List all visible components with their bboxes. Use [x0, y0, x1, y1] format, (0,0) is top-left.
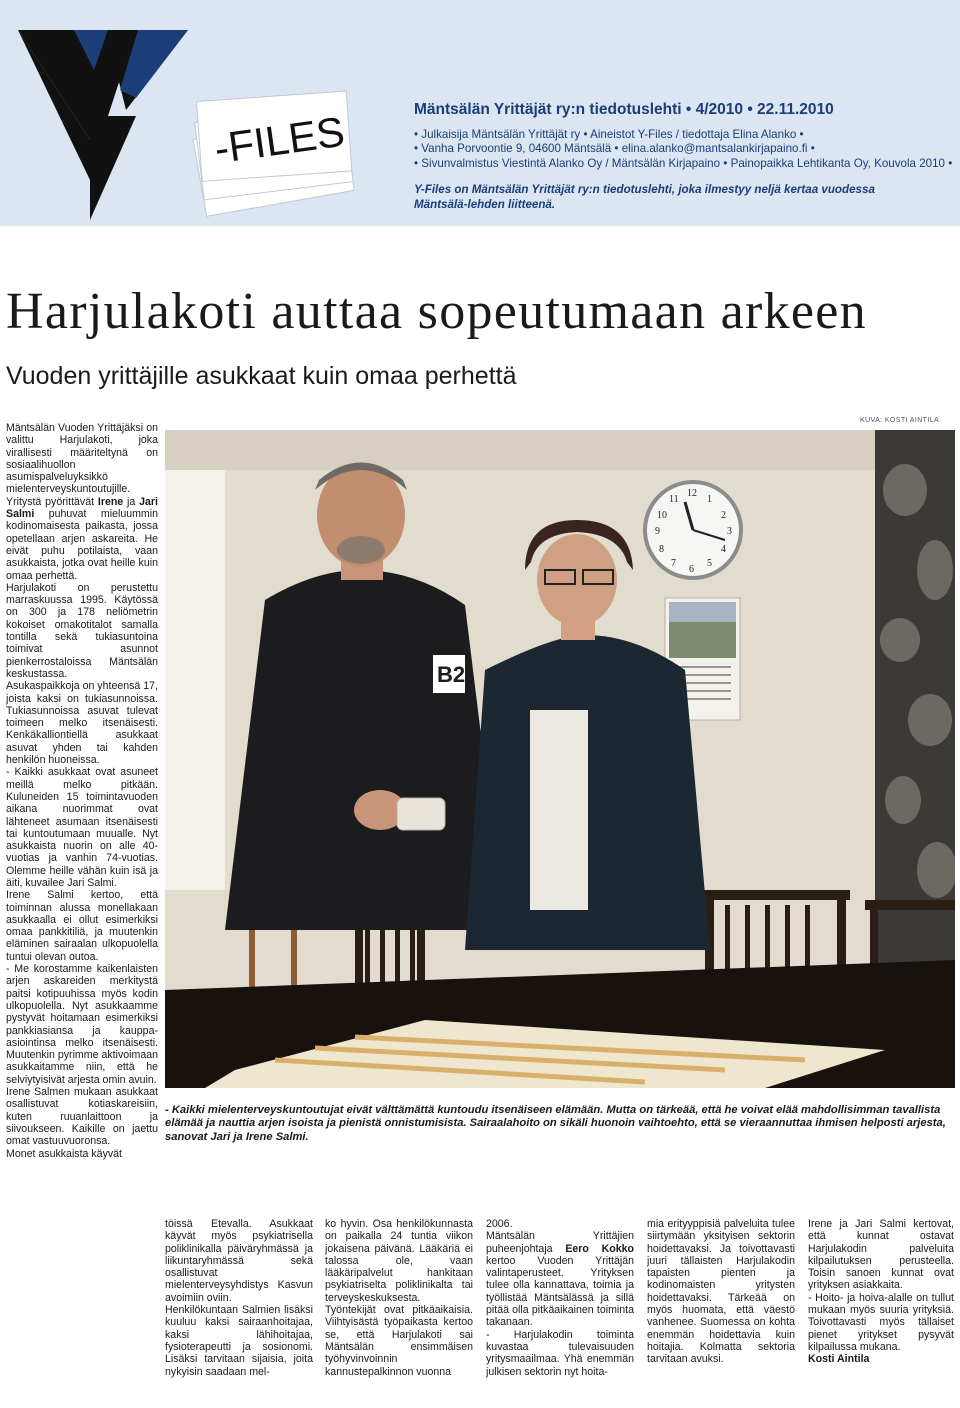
- person-name: Eero Kokko: [565, 1242, 634, 1255]
- logo-text: -FILES: [211, 107, 348, 173]
- article-column-4: [486, 1218, 634, 1408]
- clock-numeral: 11: [669, 494, 679, 505]
- paragraph: - Me korostamme kaikenlaisten arjen askareiden merkitystä paitsi kotipuuhissa myös kodin ulkopuolella. Nyt asukkaamme pystyvät hoitamaan esimerkiksi pankkiasiansa ja kauppa-asiointinsa melko itsenäisesti. Muutenkin pyrimme aktivoimaan asukkaitamme niin, että he selviytyisivät arjesta omin avuin.: [6, 963, 158, 1086]
- clock-numeral: 4: [721, 544, 726, 555]
- clock-numeral: 3: [727, 526, 732, 537]
- masthead-info-line: • Vanha Porvoontie 9, 04600 Mäntsälä • elina.alanko@mantsalankirjapaino.fi •: [414, 142, 815, 155]
- article-headline: Harjulakoti auttaa sopeutumaan arkeen: [6, 283, 867, 340]
- article-photo: [165, 430, 955, 1088]
- paragraph: - Harjulakodin toiminta kuvastaa tulevaisuuden yritysmaailmaa. Yhä enemmän julkisen sektorin nyt hoita-: [486, 1328, 634, 1378]
- masthead-info-line: • Julkaisija Mäntsälän Yrittäjät ry • Aineistot Y-Files / tiedottaja Elina Alanko •: [414, 128, 804, 141]
- photo-caption: - Kaikki mielenterveyskuntoutujat eivät välttämättä kuntoudu itsenäiseen elämään. Mutta on tärkeää, että he voivat elää mahdollisimman tavallista elämää ja nauttia arjen isoista ja pienistä onnistumisista. Sairaalahoito on sikäli huonoin vaihtoehto, että se vieraannuttaa ihmisen helposti arjesta, sanovat Jari ja Irene Salmi.: [165, 1104, 946, 1143]
- shirt-print: B2: [437, 662, 466, 687]
- clock-numeral: 5: [707, 558, 712, 569]
- masthead-description: Y-Files on Mäntsälän Yrittäjät ry:n tiedotuslehti, joka ilmestyy neljä kertaa vuodessa Mäntsälä-lehden liitteenä.: [414, 183, 875, 211]
- paragraph: Asukaspaikkoja on yhteensä 17, joista kaksi on tukiasunnoissa. Tukiasunnoissa asuvat tulevat toimeen melko itsenäisesti. Kenkäkalliontiellä asukkaat asuvat yhden tai kahden henkilön huoneissa.: [6, 680, 158, 767]
- article-column-5: [647, 1218, 795, 1408]
- person-name: Irene: [97, 495, 124, 508]
- paragraph: - Hoito- ja hoiva-alalle on tullut mukaan myös suuria yrityksiä. Toivottavasti myös tällaiset pienet yritykset pysyvät kilpailussa mukana.: [808, 1291, 954, 1353]
- clock-numeral: 1: [707, 494, 712, 505]
- author-signature: Kosti Aintila: [808, 1353, 870, 1366]
- paragraph: Mäntsälän Vuoden Yrittäjäksi on valittu Harjulakoti, joka virallisesti määriteltynä on sosiaalihuollon asumispalveluyksikkö mielenterveyskuntoutujille. Yritystä pyörittävät Irene ja Jari Salmi puhuvat mieluummin kodinomaisesta paikasta, jossa opetellaan arjen askareita. He eivät puhu potilaista, vaan asukkaista, jotka ovat heille kuin omaa perhettä.: [6, 422, 158, 582]
- paragraph: mia erityyppisiä palveluita tulee siirtymään yksityisen sektorin hoidettavaksi. Ja toivottavasti juuri tällaisten Harjulakodin tapaisten pienten ja kodinomaisten yritysten hoidettavaksi. Tärkeää on myös huomata, että väestö vanhenee. Suomessa on kohta enemmän hoidettavia kuin hoitajia. Kolmatta sektoria tarvitaan avuksi.: [647, 1218, 795, 1366]
- paragraph: Mäntsälän Yrittäjien puheenjohtaja Eero Kokko kertoo Vuoden Yrittäjän valintaperusteet. Yrityksen tulee olla kannattava, toimia ja työllistää Mäntsälässä ja sillä pitää olla pitkäaikainen toiminta takanaan.: [486, 1230, 634, 1329]
- y-files-logo: [18, 30, 358, 220]
- article-column-1: [6, 422, 158, 1407]
- article-subhead: Vuoden yrittäjille asukkaat kuin omaa perhettä: [6, 362, 517, 390]
- clock-numeral: 2: [721, 510, 726, 521]
- person-name: Jari Salmi: [6, 495, 158, 521]
- paragraph: Irene Salmi kertoo, että toiminnan alussa monellakaan asukkaalla ei ollut esimerkiksi omaa pankkitiliä, ja muutenkin eläminen sairaalan ulkopuolella tuntui olevan outoa.: [6, 889, 158, 963]
- article-column-2: [165, 1218, 313, 1408]
- clock-numeral: 9: [655, 526, 660, 537]
- clock-numeral: 8: [659, 544, 664, 555]
- article-column-3: [325, 1218, 473, 1408]
- paragraph: Henkilökuntaan Salmien lisäksi kuuluu kaksi sairaanhoitajaa, kaksi lähihoitajaa, fysioterapeutti ja sosionomi. Lisäksi tarvitaan sijaisia, joita nykyisin saadaan mel-: [165, 1304, 313, 1378]
- clock-numeral: 12: [687, 488, 697, 499]
- article-column-6: [808, 1218, 954, 1408]
- wall-clock: [645, 482, 741, 578]
- clock-numeral: 10: [657, 510, 667, 521]
- clock-numeral: 6: [689, 564, 694, 575]
- paragraph: Monet asukkaista käyvät: [6, 1147, 122, 1160]
- paragraph: - Kaikki asukkaat ovat asuneet meillä melko pitkään. Kuluneiden 15 toimintavuoden aikana nuorimmat ovat lähteneet asumaan itsenäisesti tai kuntoutumaan muualle. Nyt asukkaista nuorin on alle 40-vuotias ja vanhin 74-vuotias. Olemme heille vähän kuin isä ja äiti, kuvailee Jari Salmi.: [6, 766, 158, 889]
- masthead-info-line: • Sivunvalmistus Viestintä Alanko Oy / Mäntsälän Kirjapaino • Painopaikka Lehtikanta Oy, Kouvola 2010 •: [414, 157, 953, 170]
- paragraph: Irene Salmen mukaan asukkaat osallistuvat kotiaskareisiin, kuten ruuanlaittoon ja siivoukseen. Kaikille on jaettu omat vastuuvuoronsa.: [6, 1086, 158, 1148]
- photo-credit: KUVA: KOSTI AINTILA: [860, 417, 940, 424]
- paragraph: Irene ja Jari Salmi kertovat, että kunnat ostavat Harjulakodin palveluita kilpailutuksen perusteella. Toisin sanoen kunnat ovat yrityksen asiakkaita.: [808, 1218, 954, 1292]
- paragraph: 2006.: [486, 1218, 513, 1230]
- paragraph: Harjulakoti on perustettu marraskuussa 1995. Käytössä on 300 ja 178 neliömetrin kokoiset omakotitalot samalla tontilla sekä tukiasuntoina toimivat asunnot pienkerrostaloissa Mäntsälän keskustassa.: [6, 581, 158, 680]
- paragraph: ko hyvin. Osa henkilökunnasta on paikalla 24 tuntia viikon jokaisena päivänä. Lääkäriä ei talossa ole, vaan lääkäripalvelut hankitaan psykiatriselta poliklinikalta tai terveyskeskuksesta.: [325, 1218, 473, 1304]
- clock-numeral: 7: [671, 558, 676, 569]
- paragraph: töissä Etevalla. Asukkaat käyvät myös psykiatrisella poliklinikalla päiväryhmässä ja liikuntaryhmässä sekä osallistuvat mielenterveysyhdistys Kasvun avoimiin oviin.: [165, 1218, 313, 1304]
- paragraph: Työntekijät ovat pitkäaikaisia. Viihtyisästä työpaikasta kertoo se, että Harjulakoti sai Mäntsälän ensimmäisen työhyvinvoinnin kannustepalkinnon vuonna: [325, 1304, 473, 1378]
- masthead-title: Mäntsälän Yrittäjät ry:n tiedotuslehti • 4/2010 • 22.11.2010: [414, 101, 834, 118]
